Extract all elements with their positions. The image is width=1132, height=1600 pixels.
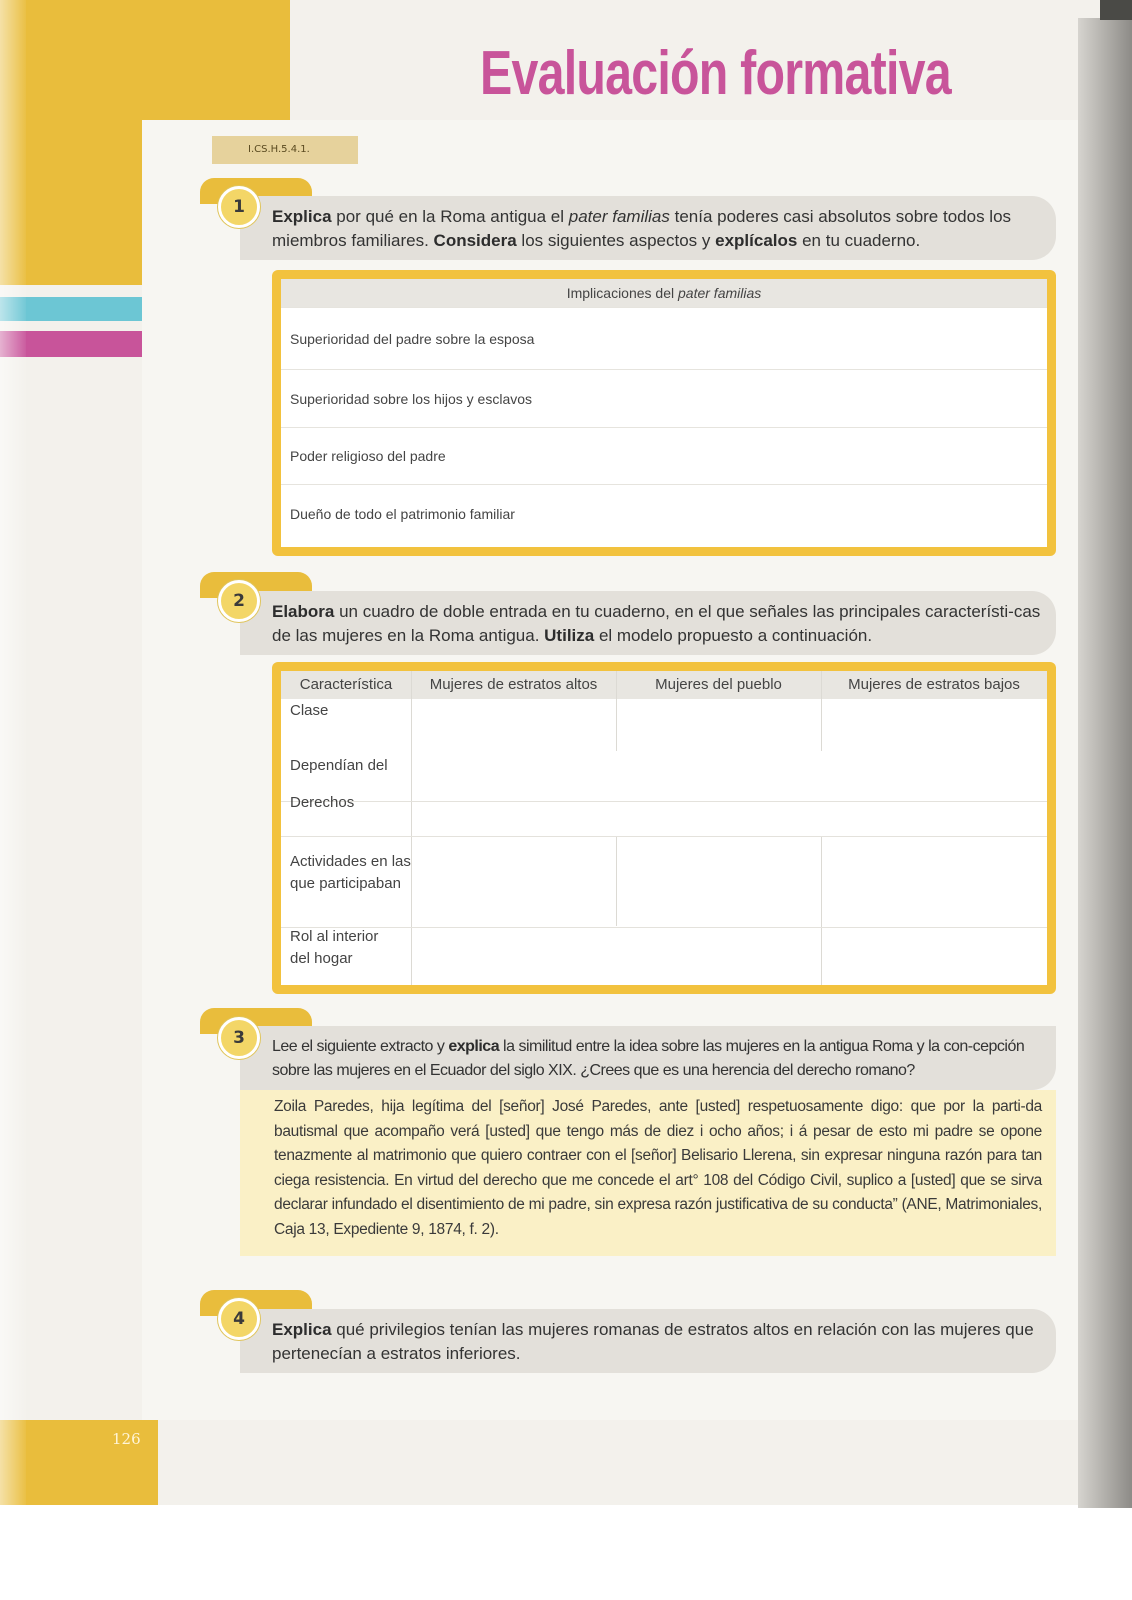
q2-divider xyxy=(616,671,617,751)
q1-table-row: Superioridad sobre los hijos y esclavos xyxy=(281,369,1047,427)
decorative-gold-block-top xyxy=(0,0,290,120)
q2-row-label: Dependían del xyxy=(290,757,388,774)
q1-table-frame xyxy=(272,270,1056,556)
q4-number-badge: 4 xyxy=(218,1298,260,1340)
page-title: Evaluación formativa xyxy=(480,39,951,108)
q3-excerpt-text: Zoila Paredes, hija legítima del [señor] José Paredes, ante [usted] respetuosamente digo: que por la parti-da bautismal que acompaño verá [usted] que tengo más de diez i ocho años; i á pesar de esto mi padre se opone tenazmente al matrimonio que quiero contraer con el [señor] Belisario Llerena, sin expresar ninguna razón para tan ciega resistencia. En virtud del derecho que me concede el art° 108 del Código Civil, suplico a [usted] que se sirva declarar infundado el disentimiento de mi padre, sin expresa razón justificativa de su conducta” (ANE, Matrimoniales, Caja 13, Expediente 9, 1874, f. 2). xyxy=(274,1098,1042,1238)
q2-divider xyxy=(411,671,412,985)
q2-number-badge: 2 xyxy=(218,580,260,622)
q1-table-row: Superioridad del padre sobre la esposa xyxy=(281,307,1047,369)
q2-row-label: Derechos xyxy=(290,794,355,811)
q2-col-header: Mujeres del pueblo xyxy=(616,671,821,699)
q2-row-label: Clase xyxy=(290,702,329,719)
skill-code-tag: I.CS.H.5.4.1. xyxy=(212,136,358,164)
q1-table-row: Dueño de todo el patrimonio familiar xyxy=(281,484,1047,547)
q2-divider xyxy=(616,836,617,926)
q1-number-badge: 1 xyxy=(218,186,260,228)
q2-prompt: Elabora un cuadro de doble entrada en tu cuaderno, en el que señales las principales característi-cas de las mujeres en la Roma antigua. Utiliza el modelo propuesto a continuación. xyxy=(272,602,1041,645)
q4-prompt: Explica qué privilegios tenían las mujeres romanas de estratos altos en relación con las mujeres que pertenecían a estratos inferiores. xyxy=(272,1320,1034,1363)
q2-col-header: Mujeres de estratos bajos xyxy=(821,671,1047,699)
page-corner-shadow xyxy=(1100,0,1132,20)
q2-row-divider xyxy=(281,927,1047,928)
page-number: 126 xyxy=(112,1430,141,1448)
q3-prompt: Lee el siguiente extracto y explica la similitud entre la idea sobre las mujeres en la antigua Roma y la con-cepción sobre las mujeres en el Ecuador del siglo XIX. ¿Crees que es una herencia del derecho romano? xyxy=(272,1038,1025,1079)
q1-table-row: Poder religioso del padre xyxy=(281,427,1047,484)
q1-verb-explica: Explica xyxy=(272,207,332,226)
q1-prompt: Explica por qué en la Roma antigua el pater familias tenía poderes casi absolutos sobre todos los miembros familiares. Considera los siguientes aspectos y explícalos en tu cuaderno. xyxy=(272,207,1012,250)
q2-row-divider xyxy=(281,836,1047,837)
q2-divider xyxy=(821,836,822,985)
book-spine-shadow xyxy=(0,0,26,1505)
q2-table-frame xyxy=(272,662,1056,994)
q2-row-label: Actividades en las que participaban xyxy=(290,853,411,892)
q1-table xyxy=(281,279,1047,547)
q2-col-header: Mujeres de estratos altos xyxy=(411,671,616,699)
q2-col-header: Característica xyxy=(281,671,411,699)
q2-table xyxy=(281,671,1047,985)
q1-table-header: Implicaciones del pater familias xyxy=(281,279,1047,307)
q3-number-badge: 3 xyxy=(218,1017,260,1059)
q2-row-divider xyxy=(281,801,1047,802)
page-stack-edge xyxy=(1078,18,1132,1508)
q2-row-label: Rol al interior del hogar xyxy=(290,928,379,967)
q2-divider xyxy=(821,671,822,751)
